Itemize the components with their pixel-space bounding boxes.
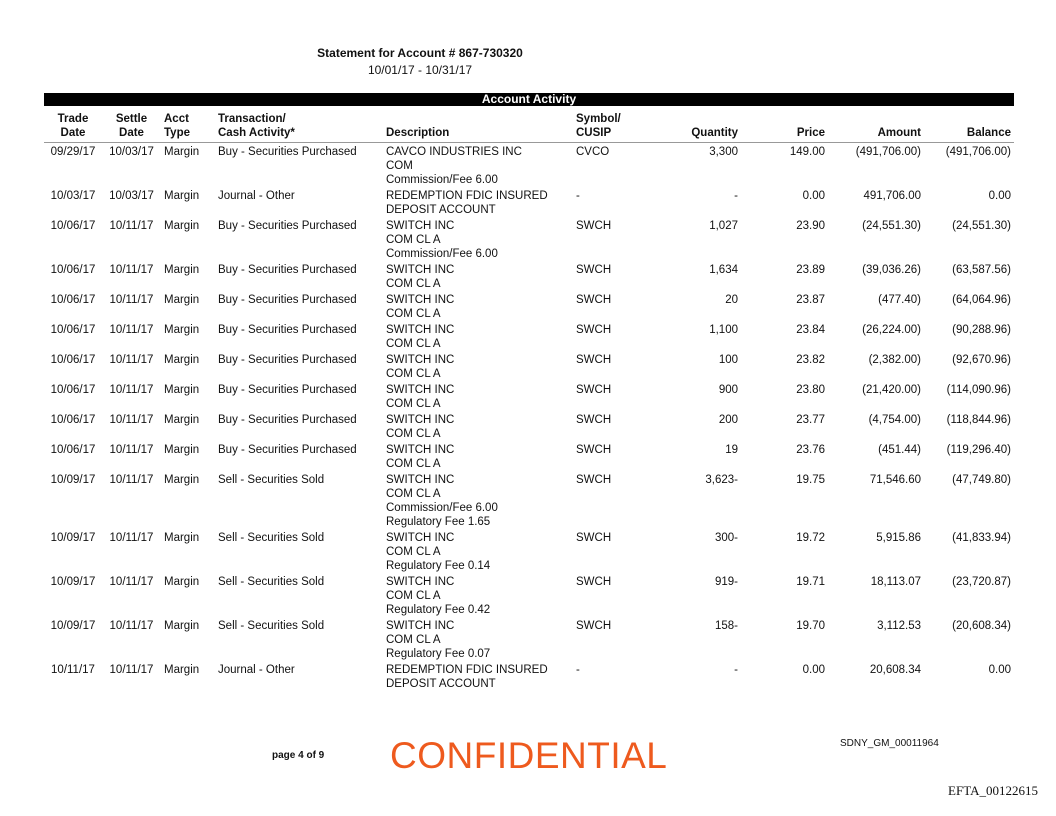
cell-price: 19.72: [796, 532, 825, 544]
cell-amount: (2,382.00): [868, 354, 921, 366]
cell-description: [383, 291, 573, 321]
description-line: Commission/Fee 6.00: [386, 502, 498, 514]
cell-price: 0.00: [802, 190, 825, 202]
cell-amount: (451.44): [878, 444, 921, 456]
cell-price: 23.80: [796, 384, 825, 396]
cell-symbol: SWCH: [576, 414, 612, 426]
cell-amount: 71,546.60: [869, 474, 921, 486]
description-line: COM CL A: [386, 338, 441, 350]
description-line: COM: [386, 160, 413, 172]
description-line: CAVCO INDUSTRIES INC: [386, 146, 522, 158]
col-header-amount: Amount: [828, 109, 924, 143]
cell-symbol: SWCH: [576, 324, 612, 336]
cell-amount: (24,551.30): [862, 220, 921, 232]
description-line: SWITCH INC: [386, 220, 455, 232]
cell-price: 23.87: [796, 294, 825, 306]
cell-symbol: -: [576, 190, 580, 202]
cell-acct-type: Margin: [164, 354, 200, 366]
table-row: [44, 321, 1014, 351]
cell-description: [383, 471, 573, 529]
cell-description: [383, 261, 573, 291]
cell-quantity: 100: [718, 354, 738, 366]
cell-balance: 0.00: [988, 190, 1011, 202]
cell-description: [383, 321, 573, 351]
description-line: COM CL A: [386, 368, 441, 380]
cell-settle-date: 10/11/17: [109, 444, 154, 456]
cell-settle-date: 10/11/17: [109, 294, 154, 306]
cell-price: 149.00: [789, 146, 825, 158]
cell-trade-date: 10/03/17: [50, 190, 96, 202]
cell-settle-date: 10/11/17: [109, 620, 154, 632]
col-header-quantity: Quantity: [643, 109, 741, 143]
cell-balance: (114,090.96): [946, 384, 1011, 396]
cell-description: [383, 411, 573, 441]
description-line: REDEMPTION FDIC INSURED: [386, 190, 548, 202]
description-line: DEPOSIT ACCOUNT: [386, 678, 496, 690]
cell-trade-date: 10/06/17: [50, 414, 96, 426]
table-row: [44, 471, 1014, 529]
col-header-description: Description: [383, 109, 573, 143]
cell-balance: (92,670.96): [952, 354, 1011, 366]
cell-quantity: 1,027: [709, 220, 738, 232]
cell-quantity: 300-: [714, 532, 738, 544]
description-line: COM CL A: [386, 634, 441, 646]
cell-acct-type: Margin: [164, 414, 200, 426]
table-row: [44, 143, 1014, 188]
description-line: SWITCH INC: [386, 474, 455, 486]
bates-number: SDNY_GM_00011964: [840, 738, 939, 749]
cell-description: [383, 441, 573, 471]
cell-transaction: Buy - Securities Purchased: [218, 354, 357, 366]
description-line: SWITCH INC: [386, 384, 455, 396]
cell-acct-type: Margin: [164, 264, 200, 276]
efta-number: EFTA_00122615: [948, 783, 1038, 798]
cell-price: 19.70: [796, 620, 825, 632]
section-header-account-activity: Account Activity: [44, 93, 1014, 106]
cell-settle-date: 10/11/17: [109, 354, 154, 366]
table-row: [44, 217, 1014, 261]
cell-quantity: 158-: [714, 620, 738, 632]
cell-trade-date: 10/06/17: [50, 294, 96, 306]
cell-quantity: 3,623-: [705, 474, 738, 486]
col-header-balance: Balance: [924, 109, 1014, 143]
cell-settle-date: 10/03/17: [109, 190, 154, 202]
cell-quantity: 1,100: [709, 324, 738, 336]
cell-description: [383, 217, 573, 261]
cell-symbol: SWCH: [576, 532, 612, 544]
cell-description: [383, 661, 573, 691]
table-row: [44, 441, 1014, 471]
cell-trade-date: 10/09/17: [50, 576, 96, 588]
cell-trade-date: 10/11/17: [51, 664, 95, 676]
cell-price: 23.76: [796, 444, 825, 456]
confidential-stamp: CONFIDENTIAL: [390, 735, 668, 776]
description-line: COM CL A: [386, 234, 441, 246]
cell-price: 0.00: [802, 664, 825, 676]
cell-price: 23.77: [796, 414, 825, 426]
cell-quantity: 20: [725, 294, 738, 306]
description-line: SWITCH INC: [386, 294, 455, 306]
description-line: SWITCH INC: [386, 620, 455, 632]
description-line: Regulatory Fee 0.42: [386, 604, 491, 616]
description-line: Regulatory Fee 0.14: [386, 560, 491, 572]
cell-amount: 491,706.00: [863, 190, 921, 202]
cell-transaction: Buy - Securities Purchased: [218, 264, 357, 276]
description-line: COM CL A: [386, 428, 441, 440]
table-row: [44, 351, 1014, 381]
description-line: SWITCH INC: [386, 576, 455, 588]
description-line: Regulatory Fee 1.65: [386, 516, 491, 528]
cell-transaction: Journal - Other: [218, 664, 295, 676]
table-row: [44, 573, 1014, 617]
col-header-trade-date: Trade Date: [44, 109, 102, 143]
cell-symbol: SWCH: [576, 264, 612, 276]
cell-balance: (119,296.40): [946, 444, 1011, 456]
cell-acct-type: Margin: [164, 664, 200, 676]
cell-quantity: 200: [718, 414, 738, 426]
cell-transaction: Sell - Securities Sold: [218, 620, 325, 632]
cell-amount: 18,113.07: [870, 576, 921, 588]
description-line: COM CL A: [386, 398, 441, 410]
cell-symbol: SWCH: [576, 620, 612, 632]
cell-amount: 20,608.34: [869, 664, 921, 676]
cell-settle-date: 10/11/17: [109, 414, 154, 426]
cell-trade-date: 10/09/17: [50, 620, 96, 632]
cell-quantity: 1,634: [709, 264, 738, 276]
cell-acct-type: Margin: [164, 474, 200, 486]
cell-quantity: -: [734, 664, 738, 676]
cell-settle-date: 10/11/17: [109, 220, 154, 232]
statement-period: 10/01/17 - 10/31/17: [367, 63, 473, 77]
cell-acct-type: Margin: [164, 294, 200, 306]
cell-description: [383, 617, 573, 661]
cell-settle-date: 10/11/17: [109, 384, 154, 396]
cell-transaction: Buy - Securities Purchased: [218, 414, 357, 426]
col-header-transaction: Transaction/ Cash Activity*: [215, 109, 383, 143]
cell-trade-date: 10/06/17: [50, 444, 96, 456]
description-line: Commission/Fee 6.00: [386, 248, 498, 260]
cell-acct-type: Margin: [164, 532, 200, 544]
cell-settle-date: 10/11/17: [109, 576, 154, 588]
cell-amount: 3,112.53: [877, 620, 921, 632]
statement-title: Statement for Account # 867-730320: [317, 46, 523, 60]
cell-symbol: CVCO: [576, 146, 610, 158]
cell-quantity: 919-: [714, 576, 738, 588]
table-row: [44, 411, 1014, 441]
col-header-acct-type: Acct Type: [161, 109, 215, 143]
cell-price: 23.84: [796, 324, 825, 336]
cell-quantity: 900: [718, 384, 738, 396]
cell-transaction: Journal - Other: [218, 190, 295, 202]
cell-amount: (477.40): [878, 294, 921, 306]
cell-trade-date: 10/06/17: [50, 324, 96, 336]
cell-acct-type: Margin: [164, 576, 200, 588]
cell-amount: (39,036.26): [862, 264, 921, 276]
cell-balance: (41,833.94): [952, 532, 1011, 544]
cell-quantity: 19: [725, 444, 738, 456]
description-line: COM CL A: [386, 546, 441, 558]
cell-settle-date: 10/03/17: [109, 146, 154, 158]
cell-acct-type: Margin: [164, 146, 200, 158]
description-line: SWITCH INC: [386, 532, 455, 544]
cell-symbol: SWCH: [576, 384, 612, 396]
cell-balance: (118,844.96): [946, 414, 1011, 426]
description-line: DEPOSIT ACCOUNT: [386, 204, 496, 216]
cell-amount: (26,224.00): [862, 324, 921, 336]
cell-settle-date: 10/11/17: [109, 664, 154, 676]
cell-price: 23.82: [796, 354, 825, 366]
description-line: SWITCH INC: [386, 324, 455, 336]
cell-transaction: Buy - Securities Purchased: [218, 294, 357, 306]
description-line: SWITCH INC: [386, 354, 455, 366]
cell-price: 19.75: [796, 474, 825, 486]
cell-balance: (23,720.87): [952, 576, 1011, 588]
cell-trade-date: 10/09/17: [50, 532, 96, 544]
description-line: Regulatory Fee 0.07: [386, 648, 491, 660]
col-header-settle-date: Settle Date: [102, 109, 161, 143]
table-header-row: [44, 109, 1014, 143]
description-line: SWITCH INC: [386, 444, 455, 456]
cell-acct-type: Margin: [164, 620, 200, 632]
cell-balance: 0.00: [988, 664, 1011, 676]
table-row: [44, 291, 1014, 321]
cell-symbol: SWCH: [576, 576, 612, 588]
cell-description: [383, 529, 573, 573]
cell-trade-date: 10/06/17: [50, 354, 96, 366]
cell-balance: (47,749.80): [952, 474, 1011, 486]
table-row: [44, 381, 1014, 411]
cell-symbol: -: [576, 664, 580, 676]
cell-amount: (4,754.00): [868, 414, 921, 426]
cell-trade-date: 10/09/17: [50, 474, 96, 486]
cell-description: [383, 187, 573, 217]
table-row: [44, 529, 1014, 573]
cell-transaction: Buy - Securities Purchased: [218, 146, 357, 158]
cell-settle-date: 10/11/17: [109, 264, 154, 276]
account-activity-table: [44, 109, 1014, 691]
cell-symbol: SWCH: [576, 444, 612, 456]
cell-acct-type: Margin: [164, 384, 200, 396]
description-line: COM CL A: [386, 590, 441, 602]
description-line: REDEMPTION FDIC INSURED: [386, 664, 548, 676]
table-row: [44, 661, 1014, 691]
description-line: COM CL A: [386, 458, 441, 470]
cell-settle-date: 10/11/17: [109, 532, 154, 544]
cell-acct-type: Margin: [164, 324, 200, 336]
description-line: COM CL A: [386, 278, 441, 290]
cell-quantity: -: [734, 190, 738, 202]
cell-balance: (24,551.30): [952, 220, 1011, 232]
cell-price: 23.89: [796, 264, 825, 276]
cell-balance: (64,064.96): [952, 294, 1011, 306]
cell-transaction: Buy - Securities Purchased: [218, 324, 357, 336]
cell-amount: 5,915.86: [876, 532, 921, 544]
cell-price: 23.90: [796, 220, 825, 232]
col-header-price: Price: [741, 109, 828, 143]
cell-balance: (491,706.00): [945, 146, 1011, 158]
cell-acct-type: Margin: [164, 220, 200, 232]
cell-acct-type: Margin: [164, 190, 200, 202]
cell-transaction: Sell - Securities Sold: [218, 532, 325, 544]
cell-transaction: Buy - Securities Purchased: [218, 384, 357, 396]
cell-amount: (21,420.00): [862, 384, 921, 396]
cell-balance: (63,587.56): [952, 264, 1011, 276]
cell-description: [383, 381, 573, 411]
cell-transaction: Sell - Securities Sold: [218, 474, 325, 486]
cell-symbol: SWCH: [576, 474, 612, 486]
cell-balance: (90,288.96): [952, 324, 1011, 336]
cell-trade-date: 09/29/17: [50, 146, 96, 158]
cell-balance: (20,608.34): [952, 620, 1011, 632]
cell-symbol: SWCH: [576, 220, 612, 232]
table-row: [44, 261, 1014, 291]
table-row: [44, 617, 1014, 661]
description-line: SWITCH INC: [386, 264, 455, 276]
description-line: COM CL A: [386, 488, 441, 500]
cell-transaction: Buy - Securities Purchased: [218, 220, 357, 232]
cell-transaction: Buy - Securities Purchased: [218, 444, 357, 456]
cell-description: [383, 351, 573, 381]
cell-symbol: SWCH: [576, 294, 612, 306]
page-number: page 4 of 9: [272, 750, 325, 761]
cell-description: [383, 573, 573, 617]
cell-description: [383, 143, 573, 188]
cell-settle-date: 10/11/17: [109, 324, 154, 336]
col-header-symbol: Symbol/ CUSIP: [573, 109, 643, 143]
cell-settle-date: 10/11/17: [109, 474, 154, 486]
cell-acct-type: Margin: [164, 444, 200, 456]
cell-amount: (491,706.00): [855, 146, 921, 158]
description-line: COM CL A: [386, 308, 441, 320]
cell-price: 19.71: [796, 576, 825, 588]
cell-trade-date: 10/06/17: [50, 220, 96, 232]
table-row: [44, 187, 1014, 217]
cell-quantity: 3,300: [709, 146, 738, 158]
cell-trade-date: 10/06/17: [50, 264, 96, 276]
description-line: SWITCH INC: [386, 414, 455, 426]
description-line: Commission/Fee 6.00: [386, 174, 498, 186]
cell-symbol: SWCH: [576, 354, 612, 366]
cell-transaction: Sell - Securities Sold: [218, 576, 325, 588]
cell-trade-date: 10/06/17: [50, 384, 96, 396]
